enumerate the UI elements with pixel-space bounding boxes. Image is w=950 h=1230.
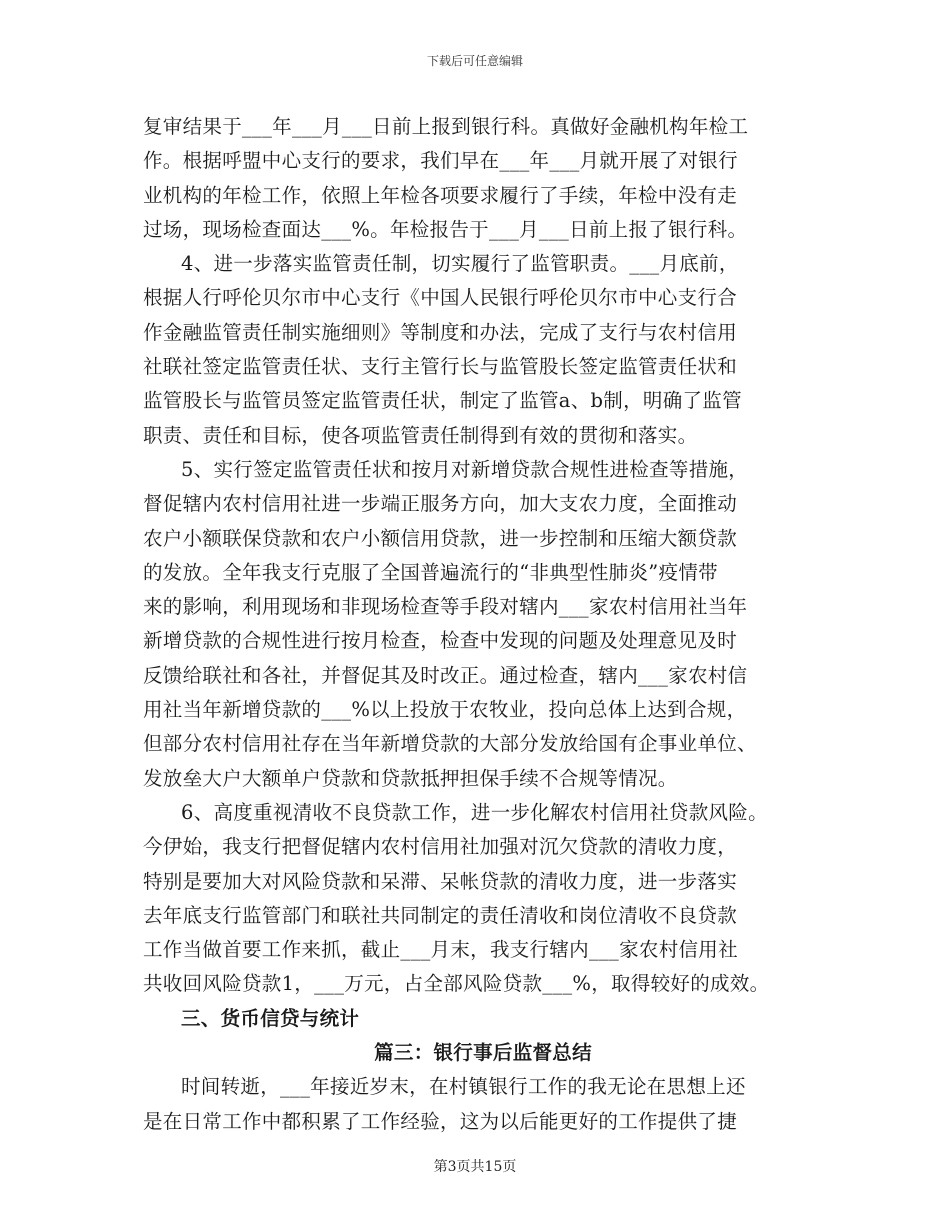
text-line: 业机构的年检工作，依照上年检各项要求履行了手续，年检中没有走	[143, 183, 738, 207]
text-line: 作金融监管责任制实施细则》等制度和办法，完成了支行与农村信用	[143, 320, 738, 344]
text-line: 督促辖内农村信用社进一步端正服务方向，加大支农力度，全面推动	[143, 492, 738, 516]
text-line: 作。根据呼盟中心支行的要求，我们早在___年___月就开展了对银行	[143, 149, 738, 173]
text-line: 去年底支行监管部门和联社共同制定的责任清收和岗位清收不良贷款	[143, 903, 738, 927]
text-line: 共收回风险贷款1，___万元，占全部风险贷款___%，取得较好的成效。	[143, 972, 770, 996]
text-line: 5、实行签定监管责任状和按月对新增贷款合规性进检查等措施，	[181, 457, 749, 481]
text-line: 农户小额联保贷款和农户小额信用贷款，进一步控制和压缩大额贷款	[143, 526, 738, 550]
text-line: 来的影响，利用现场和非现场检查等手段对辖内___家农村信用社当年	[143, 595, 748, 619]
text-line: 4、进一步落实监管责任制，切实履行了监管职责。___月底前，	[181, 252, 739, 276]
text-line: 用社当年新增贷款的___%以上投放于农牧业，投向总体上达到合规，	[143, 698, 747, 722]
text-line: 过场，现场检查面达___%。年检报告于___月___日前上报了银行科。	[143, 217, 748, 241]
text-line: 今伊始，我支行把督促辖内农村信用社加强对沉欠贷款的清收力度，	[143, 835, 738, 859]
text-line: 是在日常工作中都积累了工作经验，这为以后能更好的工作提供了捷	[143, 1109, 738, 1133]
text-line: 复审结果于___年___月___日前上报到银行科。真做好金融机构年检工	[143, 115, 749, 138]
page-footer: 第3页共15页	[433, 1159, 517, 1175]
page-header: 下载后可任意编辑	[426, 54, 523, 68]
text-line: 新增贷款的合规性进行按月检查，检查中发现的问题及处理意见及时	[143, 629, 738, 653]
text-line: 监管股长与监管员签定监管责任状，制定了监管a、b制，明确了监管	[143, 389, 742, 413]
text-line: 根据人行呼伦贝尔市中心支行《中国人民银行呼伦贝尔市中心支行合	[143, 286, 738, 310]
text-line: 工作当做首要工作来抓，截止___月末，我支行辖内___家农村信用社	[143, 938, 738, 962]
text-line: 反馈给联社和各社，并督促其及时改正。通过检查，辖内___家农村信	[143, 663, 748, 687]
section-heading: 三、货币信贷与统计	[181, 1006, 360, 1030]
text-line: 的发放。全年我支行克服了全国普遍流行的“非典型性肺炎”疫情带	[143, 560, 718, 584]
text-line: 社联社签定监管责任状、支行主管行长与监管股长签定监管责任状和	[143, 355, 738, 379]
text-line: 特别是要加大对风险贷款和呆滞、呆帐贷款的清收力度，进一步落实	[143, 869, 738, 893]
section-heading: 篇三：银行事后监督总结	[374, 1041, 592, 1065]
text-line: 职责、责任和目标，使各项监管责任制得到有效的贯彻和落实。	[143, 423, 698, 447]
text-line: 时间转逝，___年接近岁末，在村镇银行工作的我无论在思想上还	[181, 1075, 746, 1099]
text-line: 但部分农村信用社存在当年新增贷款的大部分发放给国有企事业单位、	[143, 732, 757, 756]
document-body	[143, 110, 823, 1139]
text-line: 发放垒大户大额单户贷款和贷款抵押担保手续不合规等情况。	[143, 766, 678, 790]
text-line: 6、高度重视清收不良贷款工作，进一步化解农村信用社贷款风险。	[181, 800, 768, 824]
